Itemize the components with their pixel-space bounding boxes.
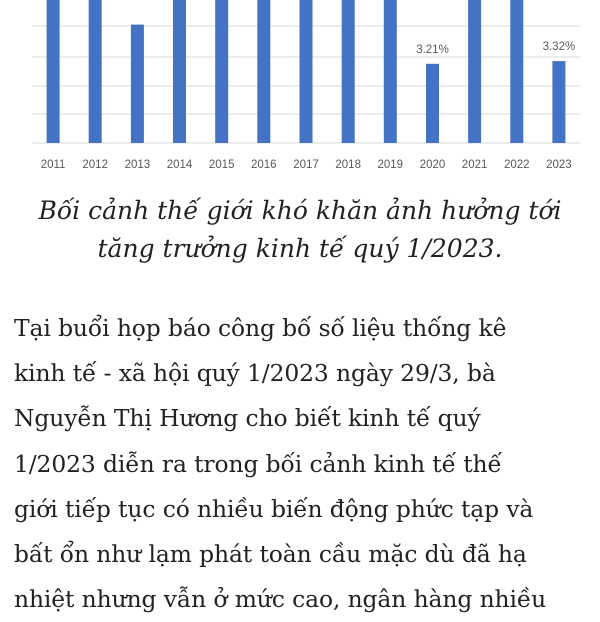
x-tick-label: 2018 (335, 159, 361, 171)
bar-2012 (89, 0, 102, 143)
bar-chart-svg (0, 0, 600, 180)
bar-2017 (300, 0, 313, 143)
x-tick-label: 2015 (208, 159, 235, 171)
caption-line-1: Bối cảnh thế giới khó khăn ảnh hưởng tới (38, 196, 562, 225)
article-line: kinh tế - xã hội quý 1/2023 ngày 29/3, bà (14, 359, 496, 388)
article-line: Tại buổi họp báo công bố số liệu thống kê (14, 314, 507, 342)
x-tick-label: 2011 (40, 159, 66, 171)
bar-2014 (173, 0, 186, 143)
article-body (14, 306, 588, 622)
article-line: bất ổn như lạm phát toàn cầu mặc dù đã hạ (14, 540, 527, 569)
bar-2013 (131, 25, 144, 143)
bar-2022 (510, 0, 523, 143)
bar-2020 (426, 64, 439, 143)
x-tick-label: 2022 (504, 159, 530, 171)
article-line: giới tiếp tục có nhiều biến động phức tạp và (14, 494, 534, 523)
bar-2023 (552, 61, 565, 143)
chart-caption (20, 192, 580, 268)
data-label: 3.32% (542, 41, 576, 54)
x-tick-label: 2013 (124, 159, 151, 171)
x-tick-label: 2016 (251, 159, 277, 171)
x-tick-label: 2019 (377, 159, 404, 171)
x-tick-label: 2020 (419, 159, 446, 171)
caption-line-2: tăng trưởng kinh tế quý 1/2023. (97, 234, 503, 263)
x-tick-label: 2017 (293, 159, 319, 171)
x-tick-label: 2014 (166, 159, 193, 171)
article-line: Nguyễn Thị Hương cho biết kinh tế quý (14, 404, 481, 433)
data-label: 3.21% (416, 43, 449, 56)
article-line: nhiệt nhưng vẫn ở mức cao, ngân hàng nhiều (14, 585, 547, 614)
x-tick-label: 2012 (82, 159, 108, 171)
article-line: 1/2023 diễn ra trong bối cảnh kinh tế thế (14, 449, 502, 478)
x-tick-label: 2021 (461, 159, 488, 171)
gdp-growth-chart (0, 0, 600, 180)
bar-2016 (257, 0, 270, 143)
x-tick-label: 2023 (546, 159, 572, 171)
bar-2021 (468, 0, 481, 143)
bar-2015 (215, 0, 228, 143)
bar-2019 (384, 0, 397, 143)
bar-2018 (342, 0, 355, 143)
bar-2011 (47, 0, 60, 143)
